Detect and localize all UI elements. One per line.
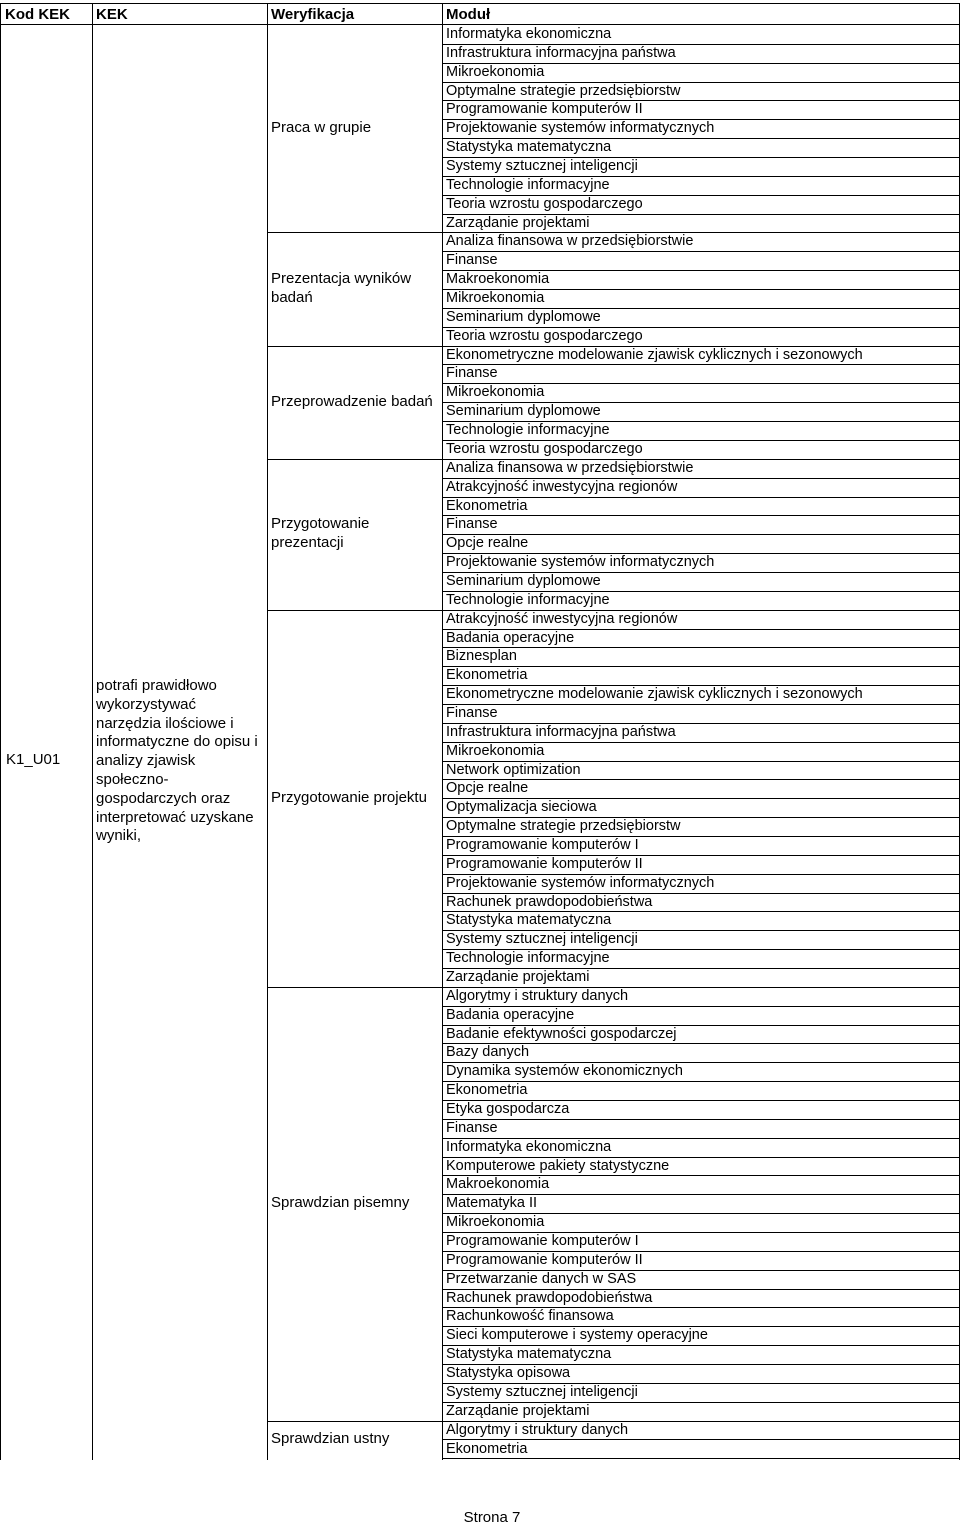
verification-line: Przeprowadzenie badań bbox=[271, 393, 433, 410]
kek-description-line: wykorzystywać bbox=[96, 695, 197, 713]
verification-method bbox=[271, 514, 369, 552]
module-item: Biznesplan bbox=[446, 648, 517, 665]
module-item: Opcje realne bbox=[446, 535, 529, 552]
verification-method bbox=[271, 1193, 409, 1212]
module-item: Rachunkowość finansowa bbox=[446, 1308, 614, 1325]
module-item: Programowanie komputerów I bbox=[446, 836, 639, 853]
header-kek: KEK bbox=[96, 6, 128, 23]
module-item: Technologie informacyjne bbox=[446, 950, 610, 967]
verification-line: badań bbox=[271, 289, 313, 306]
group-border bbox=[267, 1421, 443, 1422]
verification-line: Praca w grupie bbox=[271, 119, 372, 136]
module-item: Opcje realne bbox=[446, 780, 529, 797]
module-item: Seminarium dyplomowe bbox=[446, 308, 601, 325]
module-item: Rachunek prawdopodobieństwa bbox=[446, 1289, 653, 1306]
module-row-border bbox=[442, 364, 960, 365]
verification-method bbox=[271, 269, 411, 307]
module-item: Zarządanie projektami bbox=[446, 214, 590, 231]
kek-description-line: informatyczne do opisu i bbox=[96, 733, 258, 751]
module-item: Systemy sztucznej inteligencji bbox=[446, 931, 638, 948]
module-item: Badanie efektywności gospodarczej bbox=[446, 1025, 677, 1042]
module-item: Badania operacyjne bbox=[446, 629, 575, 646]
module-item: Finanse bbox=[446, 704, 498, 721]
module-item: Rachunek prawdopodobieństwa bbox=[446, 893, 653, 910]
group-border bbox=[267, 346, 443, 347]
header-modul: Moduł bbox=[446, 6, 491, 23]
kek-description-line: potrafi prawidłowo bbox=[96, 677, 217, 694]
module-item: Ekonometria bbox=[446, 1082, 528, 1099]
module-item: Teoria wzrostu gospodarczego bbox=[446, 195, 643, 212]
module-item: Systemy sztucznej inteligencji bbox=[446, 1383, 638, 1400]
module-item: Teoria wzrostu gospodarczego bbox=[446, 327, 643, 344]
module-item: Seminarium dyplomowe bbox=[446, 572, 601, 589]
page-footer: Strona 7 bbox=[463, 1509, 521, 1526]
kek-description-line: narzędzia ilościowe i bbox=[96, 714, 234, 732]
group-border bbox=[267, 610, 443, 611]
module-row-border bbox=[442, 251, 960, 252]
module-item: Analiza finansowa w przedsiębiorstwie bbox=[446, 459, 694, 476]
module-item: Atrakcyjność inwestycyjna regionów bbox=[446, 478, 678, 495]
module-item: Mikroekonomia bbox=[446, 742, 545, 759]
module-item: Mikroekonomia bbox=[446, 290, 545, 307]
module-item: Analiza finansowa w przedsiębiorstwie bbox=[446, 233, 694, 250]
module-item: Finanse bbox=[446, 252, 498, 269]
module-item: Technologie informacyjne bbox=[446, 422, 610, 439]
verification-line: Przygotowanie bbox=[271, 515, 370, 532]
group-border bbox=[267, 459, 443, 460]
module-item: Zarządanie projektami bbox=[446, 1402, 590, 1419]
module-item: Technologie informacyjne bbox=[446, 176, 610, 193]
module-item: Statystyka opisowa bbox=[446, 1365, 571, 1382]
module-item: Ekonometryczne modelowanie zjawisk cyklicznych i sezonowych bbox=[446, 686, 863, 703]
module-item: Projektowanie systemów informatycznych bbox=[446, 554, 715, 571]
module-item: Projektowanie systemów informatycznych bbox=[446, 120, 715, 137]
module-item: Statystyka matematyczna bbox=[446, 912, 612, 929]
module-item: Finanse bbox=[446, 1119, 498, 1136]
module-item: Badania operacyjne bbox=[446, 1006, 575, 1023]
module-item: Projektowanie systemów informatycznych bbox=[446, 874, 715, 891]
module-item: Algorytmy i struktury danych bbox=[446, 987, 629, 1004]
kek-description-line: wyniki, bbox=[96, 827, 142, 845]
module-row-border bbox=[442, 1458, 960, 1459]
module-item: Bazy danych bbox=[446, 1044, 530, 1061]
module-item: Mikroekonomia bbox=[446, 1214, 545, 1231]
module-item: Statystyka matematyczna bbox=[446, 139, 612, 156]
module-item: Ekonometryczne modelowanie zjawisk cyklicznych i sezonowych bbox=[446, 346, 863, 363]
verification-line: Przygotowanie projektu bbox=[271, 789, 427, 806]
module-item: Programowanie komputerów I bbox=[446, 1233, 639, 1250]
module-item: Finanse bbox=[446, 516, 498, 533]
module-item: Infrastruktura informacyjna państwa bbox=[446, 44, 676, 61]
module-item: Algorytmy i struktury danych bbox=[446, 1421, 629, 1438]
module-item: Ekonometria bbox=[446, 1440, 528, 1457]
module-item: Dynamika systemów ekonomicznych bbox=[446, 1063, 683, 1080]
module-item: Sieci komputerowe i systemy operacyjne bbox=[446, 1327, 708, 1344]
verification-method bbox=[271, 392, 433, 411]
module-item: Infrastruktura informacyjna państwa bbox=[446, 723, 676, 740]
module-item: Makroekonomia bbox=[446, 271, 550, 288]
group-border bbox=[267, 987, 443, 988]
module-item: Programowanie komputerów II bbox=[446, 855, 643, 872]
module-item: Informatyka ekonomiczna bbox=[446, 1138, 612, 1155]
kek-description-line: analizy zjawisk bbox=[96, 752, 196, 770]
module-item: Matematyka II bbox=[446, 1195, 538, 1212]
verification-method bbox=[271, 788, 427, 807]
module-item: Finanse bbox=[446, 365, 498, 382]
module-row-border bbox=[442, 704, 960, 705]
module-item: Teoria wzrostu gospodarczego bbox=[446, 440, 643, 457]
verification-line: prezentacji bbox=[271, 534, 344, 551]
kek-code: K1_U01 bbox=[6, 751, 61, 768]
verification-line: Sprawdzian pisemny bbox=[271, 1194, 410, 1211]
module-item: Zarządanie projektami bbox=[446, 969, 590, 985]
verification-method bbox=[271, 118, 371, 137]
module-item: Network optimization bbox=[446, 761, 581, 778]
module-item: Optymalizacja sieciowa bbox=[446, 799, 597, 816]
verification-line: Sprawdzian ustny bbox=[271, 1430, 390, 1447]
kek-description-line: gospodarczych oraz bbox=[96, 789, 231, 807]
module-item: Statystyka matematyczna bbox=[446, 1346, 612, 1363]
module-item: Systemy sztucznej inteligencji bbox=[446, 158, 638, 175]
module-row-border bbox=[442, 1119, 960, 1120]
module-item: Przetwarzanie danych w SAS bbox=[446, 1270, 637, 1287]
header-kod-kek: Kod KEK bbox=[5, 6, 70, 23]
module-item: Optymalne strategie przedsiębiorstw bbox=[446, 82, 681, 99]
verification-line: Prezentacja wyników bbox=[271, 270, 412, 287]
module-item: Komputerowe pakiety statystyczne bbox=[446, 1157, 670, 1174]
module-item: Ekonometria bbox=[446, 667, 528, 684]
module-item: Seminarium dyplomowe bbox=[446, 403, 601, 420]
module-item: Mikroekonomia bbox=[446, 384, 545, 401]
module-item: Ekonometria bbox=[446, 497, 528, 514]
module-item: Informatyka ekonomiczna bbox=[446, 26, 612, 42]
module-item: Programowanie komputerów II bbox=[446, 1251, 643, 1268]
kek-description-line: społeczno- bbox=[96, 770, 169, 788]
kek-description bbox=[96, 677, 266, 846]
module-item: Atrakcyjność inwestycyjna regionów bbox=[446, 610, 678, 627]
module-row-border bbox=[442, 647, 960, 648]
header-weryfikacja: Weryfikacja bbox=[271, 6, 355, 23]
module-item: Programowanie komputerów II bbox=[446, 101, 643, 118]
module-item: Optymalne strategie przedsiębiorstw bbox=[446, 818, 681, 835]
module-item: Technologie informacyjne bbox=[446, 591, 610, 608]
module-item: Etyka gospodarcza bbox=[446, 1101, 570, 1118]
group-border bbox=[267, 232, 443, 233]
module-row-border bbox=[442, 515, 960, 516]
verification-method bbox=[271, 1429, 389, 1448]
kek-description-line: interpretować uzyskane bbox=[96, 808, 254, 826]
module-item: Makroekonomia bbox=[446, 1176, 550, 1193]
module-item: Mikroekonomia bbox=[446, 63, 545, 80]
